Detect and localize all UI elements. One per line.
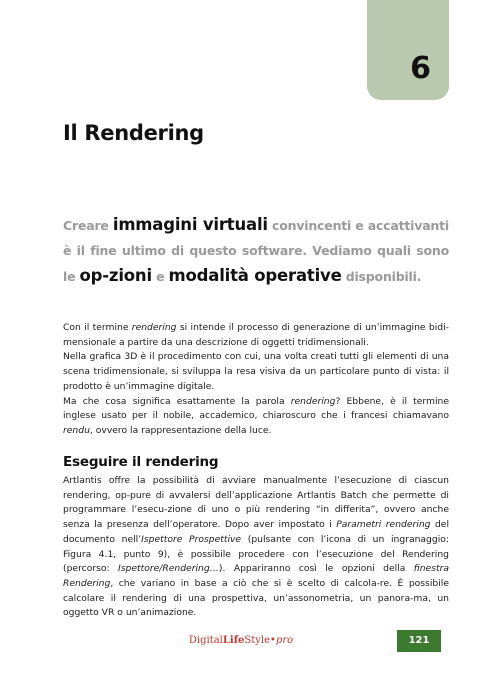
chapter-intro	[63, 212, 449, 289]
text: ? Ebbene, è il termine inglese usato per il nobile, accademico, chiaroscuro che i francesi chiamavano	[63, 395, 449, 422]
paragraph	[63, 321, 449, 350]
brand-part: •pro	[270, 635, 294, 646]
brand-part: Style	[244, 635, 271, 646]
body-text-intro	[63, 321, 449, 439]
intro-emphasis: immagini virtuali	[112, 215, 268, 234]
intro-text: e	[151, 269, 169, 284]
text-italic: Ispettore/Rendering…	[118, 563, 219, 575]
brand-part: Life	[222, 635, 245, 646]
chapter-title: Il Rendering	[63, 121, 204, 145]
intro-text: disponibili.	[341, 269, 422, 284]
text: , ovvero la rappresentazione della luce.	[89, 424, 272, 436]
intro-text: Creare	[63, 218, 113, 233]
page-number: 121	[397, 630, 441, 652]
text-italic: rendering	[131, 322, 177, 333]
chapter-number: 6	[410, 51, 431, 86]
text: del documento nell’	[63, 519, 450, 545]
text: ). Appariranno così le opzioni della	[218, 563, 414, 575]
text: , che variano in base a ciò che si è scelto di calcola-re. È possibile calcolare il rendering di una prospettiva, un’assonometria, un panora-ma, un oggetto VR o un’animazione.	[63, 577, 449, 619]
intro-emphasis: op-zioni	[79, 266, 152, 285]
brand-part: Digital	[188, 635, 223, 646]
text: (pulsante con l’icona di un ingranaggio: Figura 4.1, punto 9), è possibile procedere con l’esecuzione del Rendering (percorso:	[63, 533, 449, 575]
text-italic: finestra Rendering	[63, 563, 449, 589]
text: Ma che cosa significa esattamente la parola	[63, 395, 291, 407]
intro-text: convincenti e accattivanti è il fine ultimo di questo software. Vediamo quali sono le	[63, 218, 449, 284]
chapter-tab	[367, 0, 449, 100]
text: si intende il processo di generazione di un’immagine bidi-mensionale a partire da una descrizione di oggetti tridimensionali.	[63, 322, 449, 348]
text: Artlantis offre la possibilità di avviare manualmente l’esecuzione di ciascun rendering, op-pure di avvalersi dell’applicazione Artlantis Batch che permette di programmare l’esecu-zione di uno o più rendering “in differita”, ovvero anche senza la presenza dell’operatore. Dopo aver impostato i	[63, 475, 449, 531]
paragraph: Nella grafica 3D è il procedimento con cui, una volta creati tutti gli elementi di una scena tridimensionale, si sviluppa la resa visiva da un particolare punto di vista: il prodotto è un’immagine digitale.	[63, 351, 449, 392]
text-italic: Parametri rendering	[336, 519, 431, 531]
intro-emphasis: modalità operative	[168, 266, 342, 285]
text-italic: Ispettore Prospettive	[141, 533, 242, 545]
body-text-section	[63, 474, 449, 621]
paragraph	[63, 474, 449, 621]
paragraph	[63, 395, 449, 439]
text: Con il termine	[63, 322, 132, 333]
text-italic: rendering	[290, 395, 336, 407]
text-italic: rendu	[63, 424, 90, 436]
section-heading: Eseguire il rendering	[63, 454, 219, 470]
